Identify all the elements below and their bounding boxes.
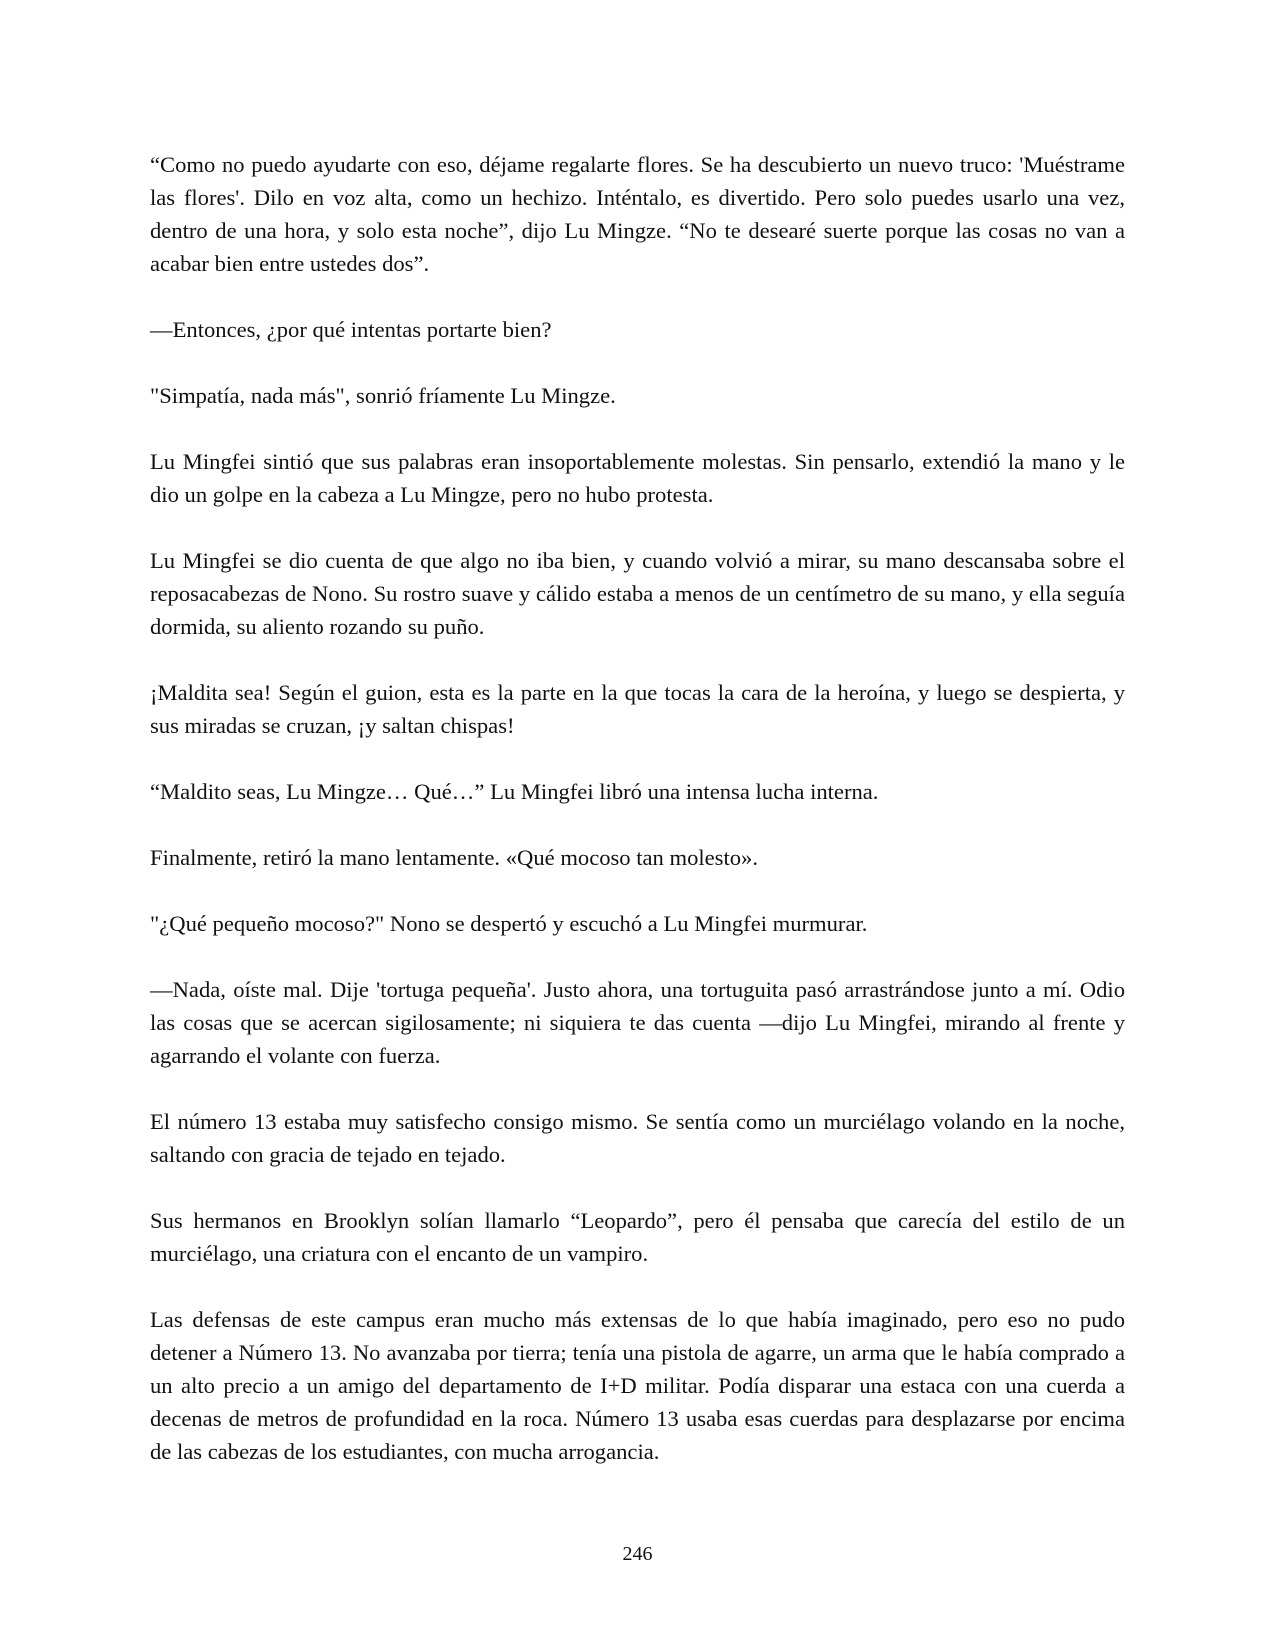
paragraph: Lu Mingfei sintió que sus palabras eran insoportablemente molestas. Sin pensarlo, extendió la mano y le dio un golpe en la cabeza a Lu Mingze, pero no hubo protesta. [150, 449, 1125, 507]
paragraph: —Nada, oíste mal. Dije 'tortuga pequeña'. Justo ahora, una tortuguita pasó arrastrándose junto a mí. Odio las cosas que se acercan sigilosamente; ni siquiera te das cuenta —dijo Lu Mingfei, mirando al frente y agarrando el volante con fuerza. [150, 977, 1125, 1068]
paragraph: Las defensas de este campus eran mucho más extensas de lo que había imaginado, pero eso no pudo detener a Número 13. No avanzaba por tierra; tenía una pistola de agarre, un arma que le había comprado a un alto precio a un amigo del departamento de I+D militar. Podía disparar una estaca con una cuerda a decenas de metros de profundidad en la roca. Número 13 usaba esas cuerdas para desplazarse por encima de las cabezas de los estudiantes, con mucha arrogancia. [150, 1307, 1125, 1464]
paragraph: Lu Mingfei se dio cuenta de que algo no iba bien, y cuando volvió a mirar, su mano descansaba sobre el reposacabezas de Nono. Su rostro suave y cálido estaba a menos de un centímetro de su mano, y ella seguía dormida, su aliento rozando su puño. [150, 548, 1125, 639]
paragraph: Finalmente, retiró la mano lentamente. «Qué mocoso tan molesto». [150, 845, 758, 870]
paragraph: “Maldito seas, Lu Mingze… Qué…” Lu Mingfei libró una intensa lucha interna. [150, 779, 879, 804]
paragraph: El número 13 estaba muy satisfecho consigo mismo. Se sentía como un murciélago volando en la noche, saltando con gracia de tejado en tejado. [150, 1109, 1125, 1167]
paragraph: ¡Maldita sea! Según el guion, esta es la parte en la que tocas la cara de la heroína, y luego se despierta, y sus miradas se cruzan, ¡y saltan chispas! [150, 680, 1125, 738]
paragraph: "Simpatía, nada más", sonrió fríamente Lu Mingze. [150, 383, 616, 408]
paragraph: "¿Qué pequeño mocoso?" Nono se despertó y escuchó a Lu Mingfei murmurar. [150, 911, 868, 936]
paragraph: —Entonces, ¿por qué intentas portarte bien? [150, 317, 552, 342]
paragraph: “Como no puedo ayudarte con eso, déjame regalarte flores. Se ha descubierto un nuevo truco: 'Muéstrame las flores'. Dilo en voz alta, como un hechizo. Inténtalo, es divertido. Pero solo puedes usarlo una vez, dentro de una hora, y solo esta noche”, dijo Lu Mingze. “No te desearé suerte porque las cosas no van a acabar bien entre ustedes dos”. [150, 152, 1125, 276]
paragraph: Sus hermanos en Brooklyn solían llamarlo “Leopardo”, pero él pensaba que carecía del estilo de un murciélago, una criatura con el encanto de un vampiro. [150, 1208, 1125, 1266]
page-number: 246 [622, 1543, 653, 1565]
body-text [150, 148, 1125, 1468]
